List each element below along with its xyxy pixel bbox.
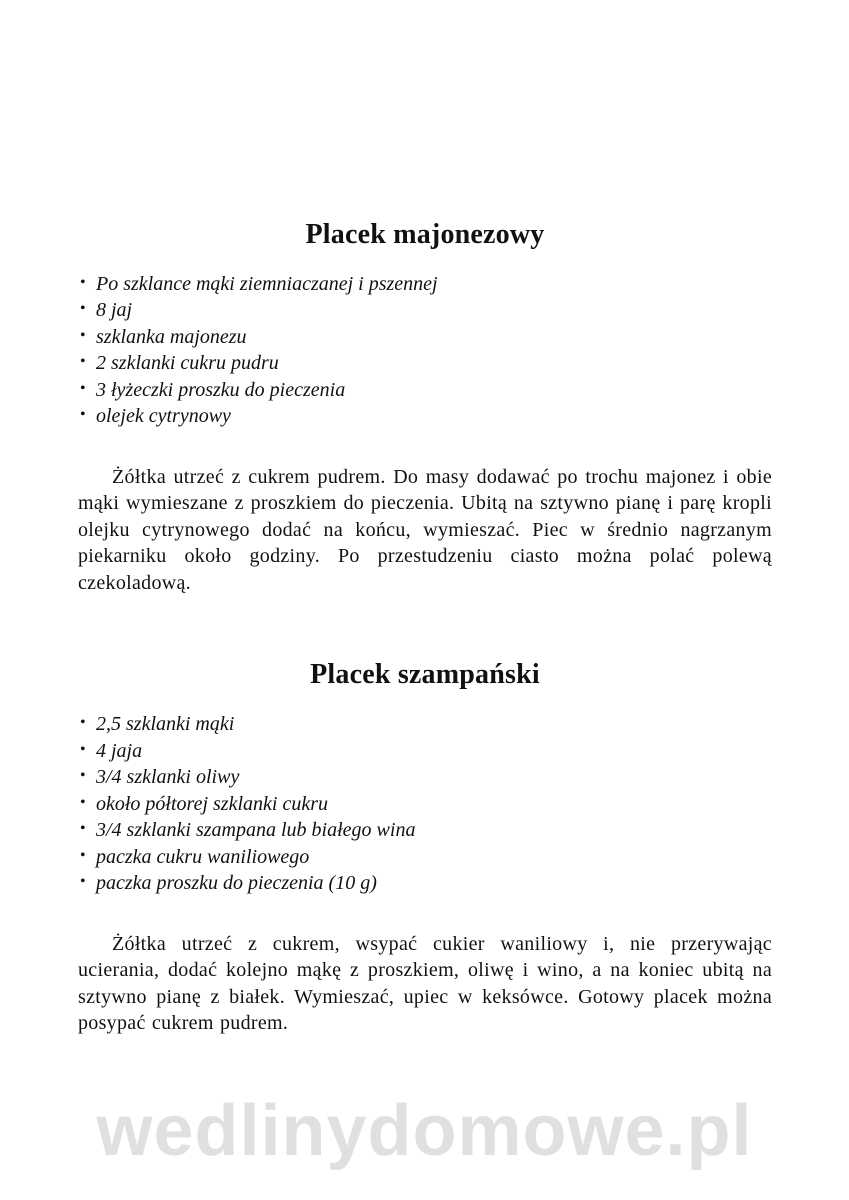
ingredient-item: • około półtorej szklanki cukru: [80, 791, 772, 818]
recipe-placek-majonezowy: [78, 220, 772, 596]
ingredient-item: • paczka proszku do pieczenia (10 g): [80, 870, 772, 897]
ingredient-item: • 2 szklanki cukru pudru: [80, 350, 772, 377]
instructions-paragraph: Żółtka utrzeć z cukrem pudrem. Do masy dodawać po trochu majonez i obie mąki wymieszane z proszkiem do pieczenia. Ubitą na sztywno pianę i parę kropli olejku cytrynowego dodać na końcu, wymieszać. Piec w średnio nagrzanym piekarniku około godziny. Po przestudzeniu ciasto można polać polewą czekoladową.: [78, 465, 772, 594]
ingredient-item: • 2,5 szklanki mąki: [80, 711, 772, 738]
ingredient-item: • 3/4 szklanki oliwy: [80, 764, 772, 791]
ingredient-item: • olejek cytrynowy: [80, 403, 772, 430]
instructions-paragraph: Żółtka utrzeć z cukrem, wsypać cukier waniliowy i, nie przerywając ucierania, dodać kolejno mąkę z proszkiem, oliwę i wino, a na koniec ubitą na sztywno pianę z białek. Wymieszać, upiec w keksówce. Gotowy placek można posypać cukrem pudrem.: [78, 932, 772, 1035]
recipe-title: Placek szampański: [310, 659, 540, 691]
ingredient-item: • 3 łyżeczki proszku do pieczenia: [80, 377, 772, 404]
ingredient-item: • 8 jaj: [80, 297, 772, 324]
watermark: wedlinydomowe.pl: [96, 1091, 753, 1171]
ingredient-item: • 3/4 szklanki szampana lub białego wina: [80, 817, 772, 844]
ingredient-item: • 4 jaja: [80, 738, 772, 765]
ingredient-item: • Po szklance mąki ziemniaczanej i pszennej: [80, 271, 772, 298]
ingredient-item: • paczka cukru waniliowego: [80, 844, 772, 871]
recipe-title: Placek majonezowy: [305, 219, 545, 250]
ingredient-item: • szklanka majonezu: [80, 324, 772, 351]
ingredient-list: [78, 271, 772, 430]
page-content: [78, 0, 772, 1037]
recipe-placek-szampanski: [78, 660, 772, 1036]
ingredient-list: [78, 711, 772, 897]
